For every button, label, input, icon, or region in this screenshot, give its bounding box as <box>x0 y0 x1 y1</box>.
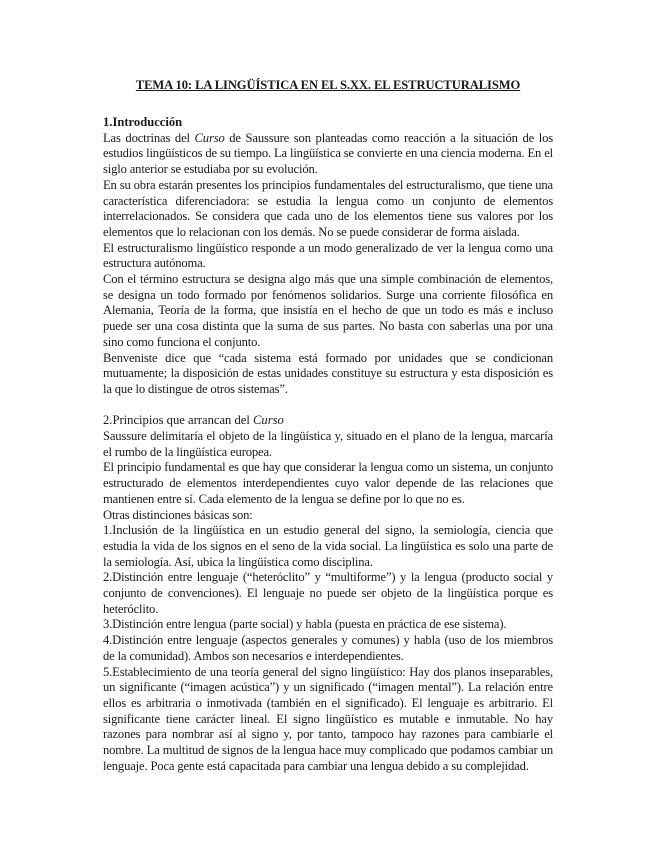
section-heading-principios <box>103 413 553 429</box>
paragraph-text: de Saussure son planteadas como reacción a la situación de los estudios lingüísticos de su tiempo. La lingüística se convierte en una ciencia moderna. En el siglo anterior se estudiaba por su evolución. <box>103 130 553 177</box>
list-item: 5.Establecimiento de una teoría general del signo lingüístico: Hay dos planos inseparables, un significante (“imagen acústica”) y un significado (“imagen mental”). La relación entre ellos es arbitraria o inmotivada (también en el significado). El lenguaje es arbitrario. El significante tiene carácter lineal. El signo lingüístico es mutable e inmutable. No hay razones para nombrar así al signo y, por tanto, tampoco hay razones para cambiarle el nombre. La multitud de signos de la lengua hace muy complicado que podamos cambiar un lenguaje. Poca gente está capacitada para cambiar una lengua debido a su complejidad. <box>103 664 553 773</box>
italic-title: Curso <box>253 413 284 428</box>
paragraph <box>103 131 553 178</box>
list-item: 3.Distinción entre lengua (parte social) y habla (puesta en práctica de ese sistema). <box>103 617 507 632</box>
paragraph-text: Las doctrinas del <box>103 130 195 145</box>
document-page <box>103 77 553 775</box>
paragraph: En su obra estarán presentes los principios fundamentales del estructuralismo, que tiene una característica diferenciadora: se estudia la lengua como un conjunto de elementos interrelacionados. Se considera que cada uno de los elementos tiene sus valores por los elementos que lo relacionan con los demás. No se puede considerar de forma aislada. <box>103 177 553 239</box>
italic-title: Curso <box>194 130 225 145</box>
paragraph-spacer <box>103 398 553 414</box>
section-heading-introduccion: 1.Introducción <box>103 115 183 129</box>
paragraph: El principio fundamental es que hay que considerar la lengua como un sistema, un conjunto estructurado de elementos interdependientes cuyo valor depende de las relaciones que mantienen entre sí. Cada elemento de la lengua se define por lo que no es. <box>103 460 553 506</box>
paragraph: Otras distinciones básicas son: <box>103 507 253 522</box>
list-item: 4.Distinción entre lenguaje (aspectos generales y comunes) y habla (uso de los miembros de la comunidad). Ambos son necesarios e interdependientes. <box>103 633 553 663</box>
list-item: 1.Inclusión de la lingüística en un estudio general del signo, la semiología, ciencia que estudia la vida de los signos en el seno de la vida social. La lingüística es solo una parte de la semiología. Así, ubica la lingüística como disciplina. <box>103 523 553 569</box>
paragraph: Benveniste dice que “cada sistema está formado por unidades que se condicionan mutuamente; la disposición de estas unidades constituye su estructura y esta disposición es la que lo distingue de otros sistemas”. <box>103 350 553 396</box>
section-heading-text: 2.Principios que arrancan del <box>103 413 254 428</box>
paragraph: Saussure delimitaría el objeto de la lingüística y, situado en el plano de la lengua, marcaría el rumbo de la lingüística europea. <box>103 429 553 459</box>
page-title: TEMA 10: LA LINGÜÍSTICA EN EL S.XX. EL ESTRUCTURALISMO <box>135 78 521 92</box>
paragraph: El estructuralismo lingüístico responde a un modo generalizado de ver la lengua como una estructura autónoma. <box>103 240 553 271</box>
paragraph: Con el término estructura se designa algo más que una simple combinación de elementos, se designa un todo formado por fenómenos solidarios. Surge una corriente filosófica en Alemania, Teoría de la forma, que insistía en el hecho de que un todo es más e incluso puede ser una cosa distinta que la suma de sus partes. No basta con saberlas una por una sino como funciona el conjunto. <box>103 272 553 349</box>
list-item: 2.Distinción entre lenguaje (“heteróclito” y “multiforme”) y la lengua (producto social y conjunto de convenciones). El lenguaje no puede ser objeto de la lingüística porque es heteróclito. <box>103 570 553 616</box>
